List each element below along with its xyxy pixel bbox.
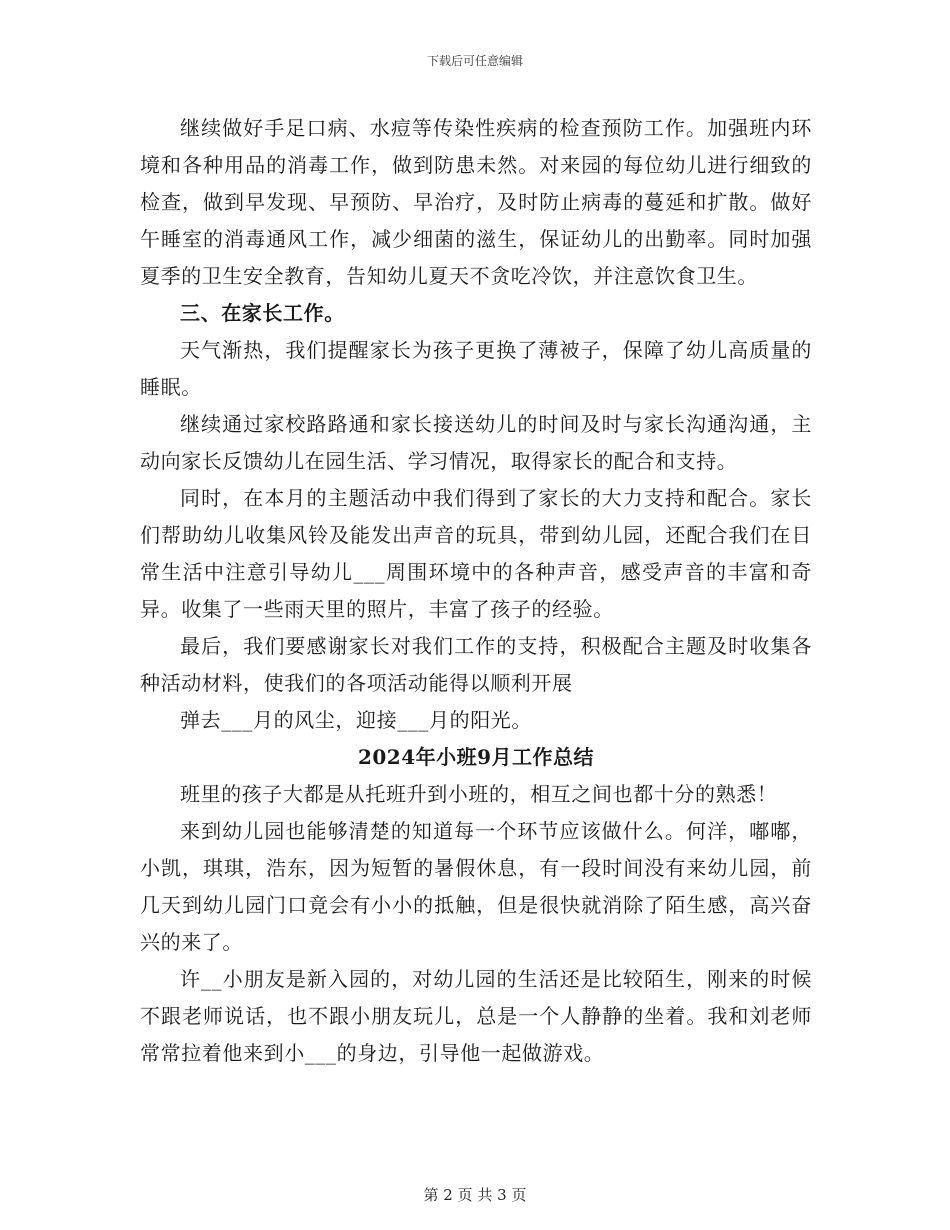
paragraph-thanks: 最后，我们要感谢家长对我们工作的支持，积极配合主题及时收集各种活动材料，使我们的各项活动能得以顺利开展: [140, 634, 812, 695]
paragraph-new-child: 许__小朋友是新入园的，对幼儿园的生活还是比较陌生，刚来的时候不跟老师说话，也不跟小朋友玩儿，总是一个人静静的坐着。我和刘老师常常拉着他来到小___的身边，引导他一起做游戏。: [140, 967, 812, 1065]
page-header: 下载后可任意编辑: [426, 54, 523, 68]
paragraph-closing: 弹去___月的风尘，迎接___月的阳光。: [180, 708, 532, 732]
paragraph-weather: 天气渐热，我们提醒家长为孩子更换了薄被子，保障了幼儿高质量的睡眠。: [140, 338, 812, 399]
document-body: [140, 110, 812, 1072]
paragraph-returning-children: 来到幼儿园也能够清楚的知道每一个环节应该做什么。何洋，嘟嘟，小凯，琪琪，浩东，因为短暂的暑假休息，有一段时间没有来幼儿园，前几天到幼儿园门口竟会有小小的抵触，但是很快就消除了陌生感，高兴奋兴的来了。: [140, 819, 812, 954]
page-footer: 第 2 页 共 3 页: [423, 1186, 527, 1204]
document-title: 2024年小班9月工作总结: [357, 745, 595, 769]
paragraph-class-intro: 班里的孩子大都是从托班升到小班的，相互之间也都十分的熟悉！: [180, 782, 778, 806]
paragraph-communication: 继续通过家校路路通和家长接送幼儿的时间及时与家长沟通沟通，主动向家长反馈幼儿在园生活、学习情况，取得家长的配合和支持。: [140, 412, 812, 473]
section-heading-parents: 三、在家长工作。: [180, 301, 345, 325]
paragraph-disease-prevention: 继续做好手足口病、水痘等传染性疾病的检查预防工作。加强班内环境和各种用品的消毒工作，做到防患未然。对来园的每位幼儿进行细致的检查，做到早发现、早预防、早治疗，及时防止病毒的蔓延和扩散。做好午睡室的消毒通风工作，减少细菌的滋生，保证幼儿的出勤率。同时加强夏季的卫生安全教育，告知幼儿夏天不贪吃冷饮，并注意饮食卫生。: [140, 116, 812, 288]
paragraph-theme-activity: 同时，在本月的主题活动中我们得到了家长的大力支持和配合。家长们帮助幼儿收集风铃及能发出声音的玩具，带到幼儿园，还配合我们在日常生活中注意引导幼儿___周围环境中的各种声音，感受声音的丰富和奇异。收集了一些雨天里的照片，丰富了孩子的经验。: [140, 486, 812, 621]
